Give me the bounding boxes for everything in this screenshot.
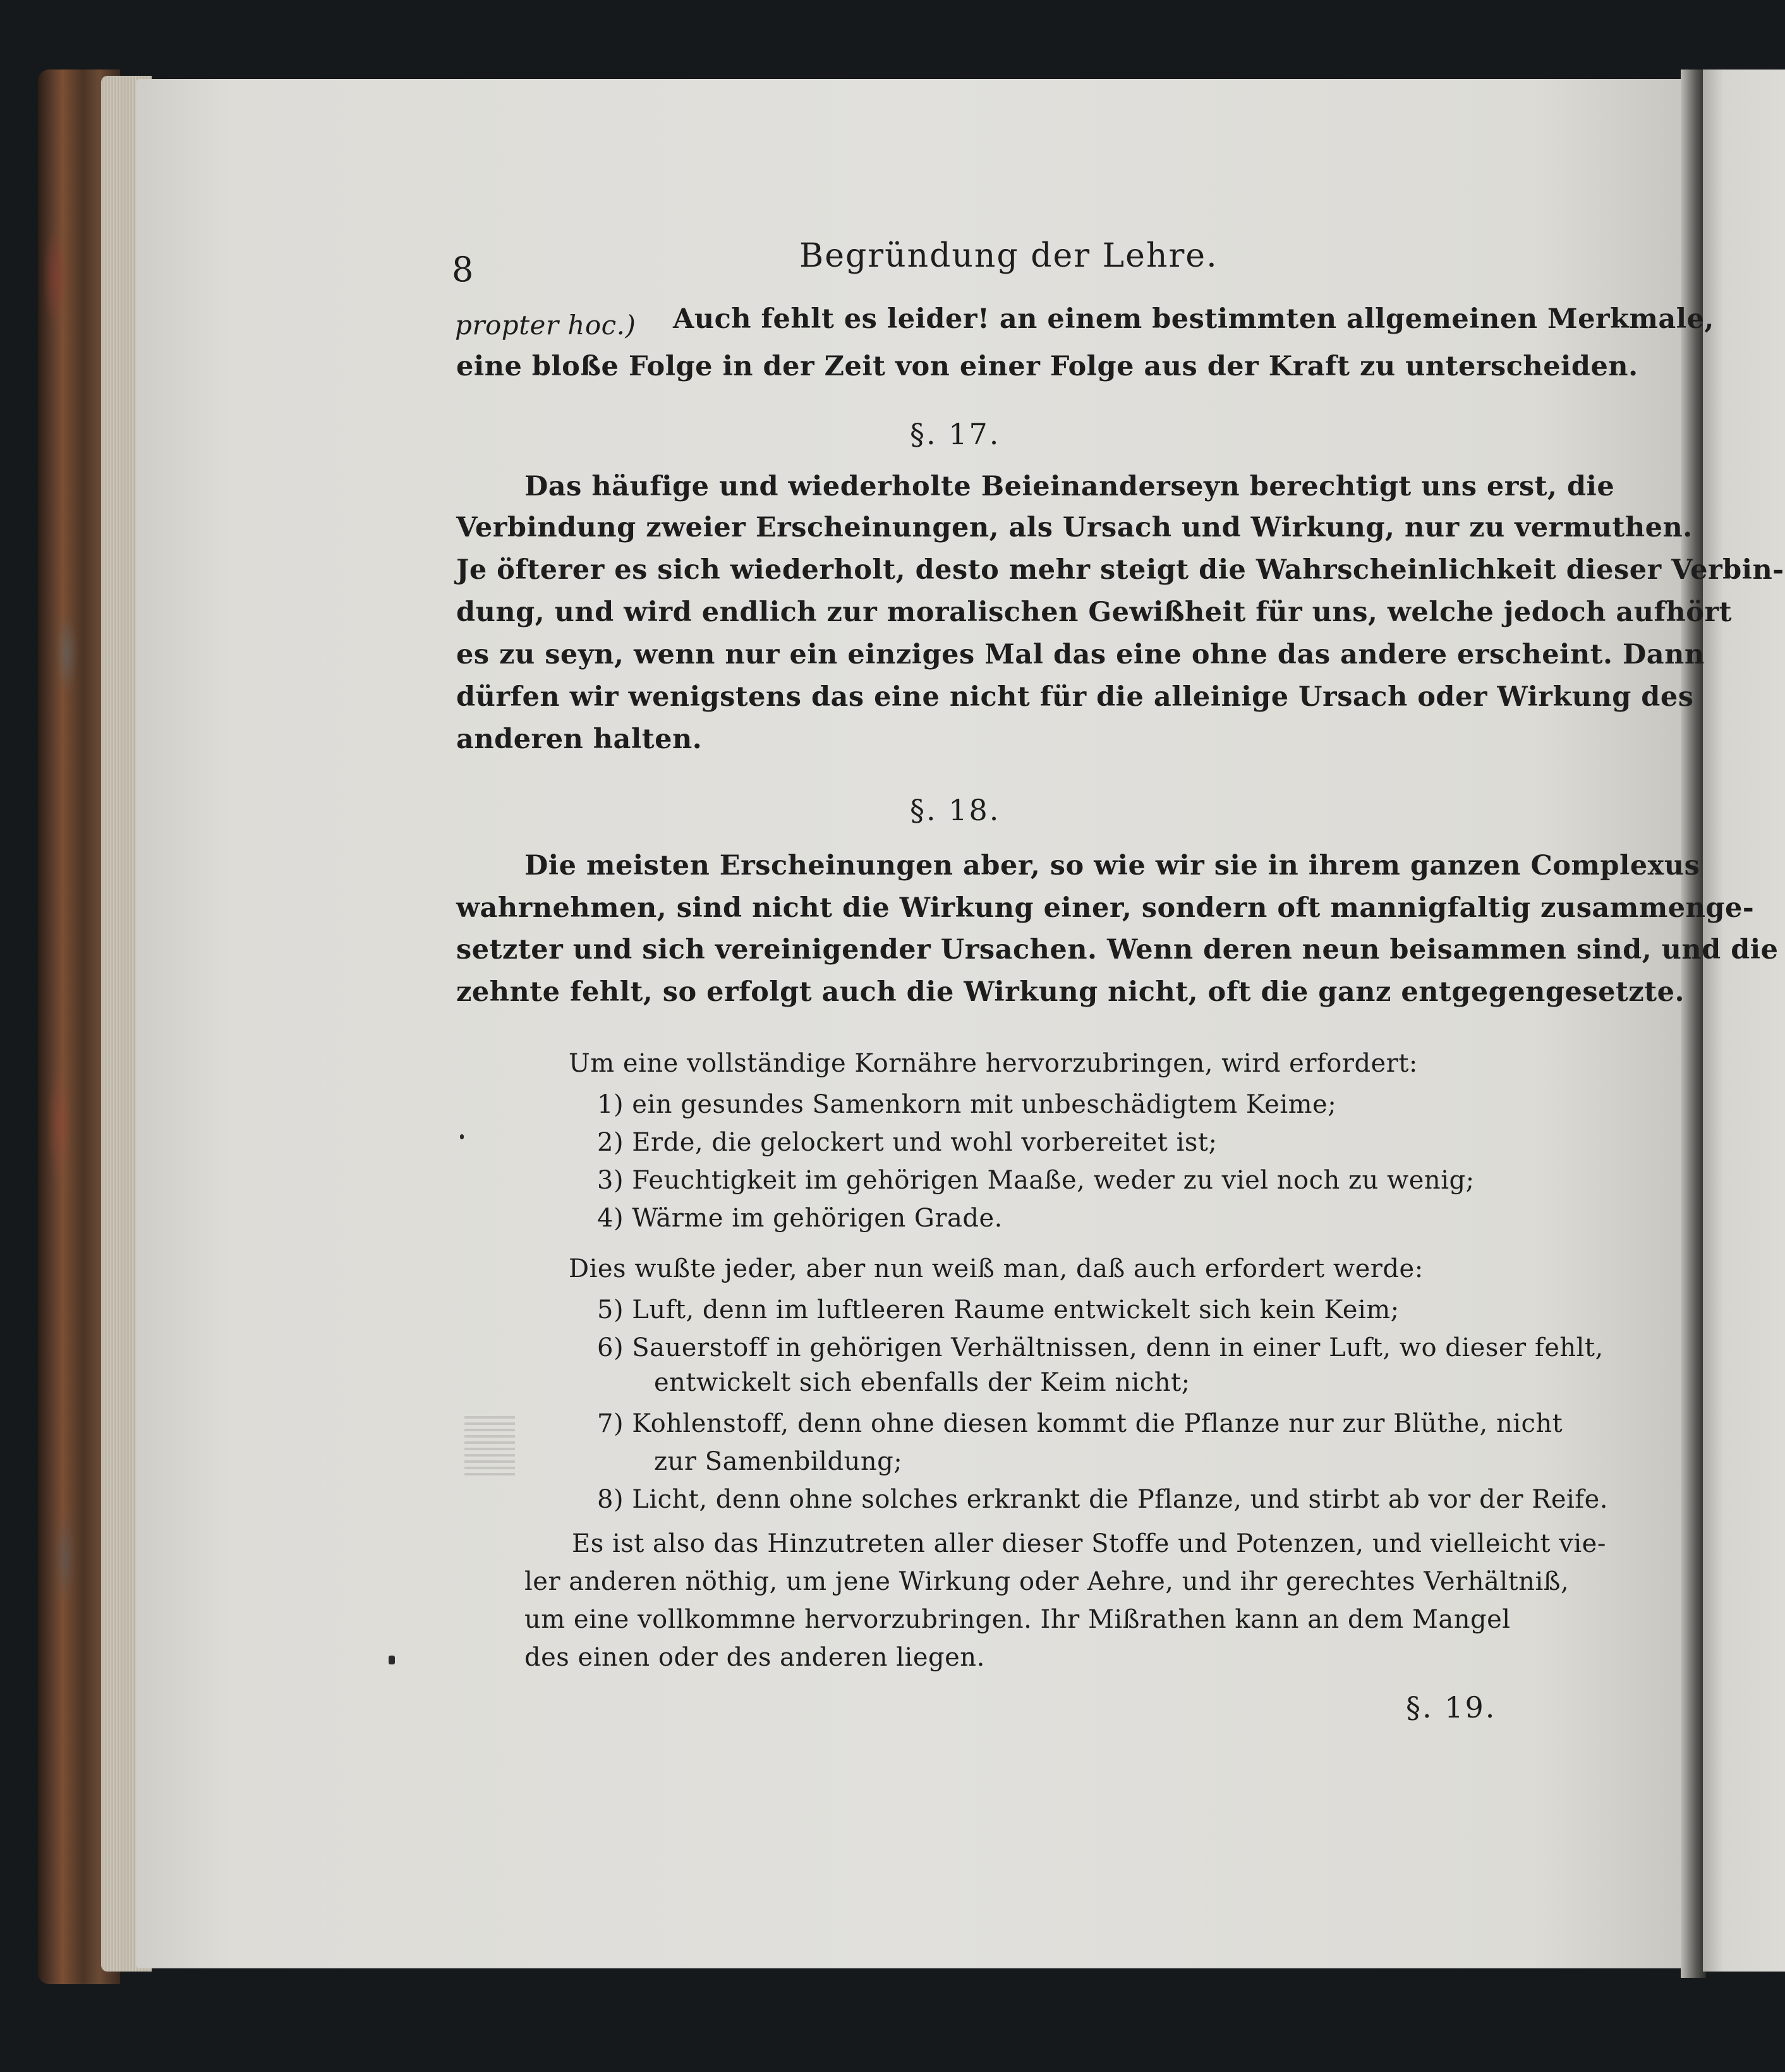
list-item: 1) ein gesundes Samenkorn mit unbeschädigtem Keime; [597, 1090, 1337, 1119]
list-item: 4) Wärme im gehörigen Grade. [597, 1204, 1003, 1233]
running-header: Begründung der Lehre. [799, 237, 1218, 275]
text-line: eine bloße Folge in der Zeit von einer Folge aus der Kraft zu unterscheiden. [456, 351, 1638, 382]
list-item: 2) Erde, die gelockert und wohl vorbereitet ist; [597, 1128, 1218, 1157]
text-line: Je öfterer es sich wiederholt, desto mehr steigt die Wahrscheinlichkeit dieser Verbin- [456, 554, 1784, 586]
text-line: wahrnehmen, sind nicht die Wirkung einer, sondern oft mannigfaltig zusammenge- [456, 892, 1755, 924]
example-conclusion: ler anderen nöthig, um jene Wirkung oder Aehre, und ihr gerechtes Verhältniß, [524, 1567, 1570, 1596]
page-number: 8 [452, 250, 474, 289]
example-conclusion: Es ist also das Hinzutreten aller dieser Stoffe und Potenzen, und vielleicht vie- [572, 1529, 1606, 1558]
list-item-continuation: entwickelt sich ebenfalls der Keim nicht; [654, 1368, 1190, 1397]
list-item: 6) Sauerstoff in gehörigen Verhältnissen, denn in einer Luft, wo dieser fehlt, [597, 1333, 1604, 1362]
text-line: dürfen wir wenigstens das eine nicht für die alleinige Ursach oder Wirkung des [456, 681, 1694, 713]
example-conclusion: des einen oder des anderen liegen. [524, 1643, 985, 1672]
text-line: Die meisten Erscheinungen aber, so wie wir sie in ihrem ganzen Complexus [524, 850, 1700, 882]
text-line: Verbindung zweier Erscheinungen, als Ursach und Wirkung, nur zu vermuthen. [456, 512, 1693, 543]
text-line: setzter und sich vereinigender Ursachen. Wenn deren neun beisammen sind, und die [456, 934, 1779, 966]
text-line: Das häufige und wiederholte Beieinanderseyn berechtigt uns erst, die [524, 471, 1615, 502]
book-gutter [1681, 70, 1706, 1978]
marbled-cover-pattern [44, 88, 82, 1972]
list-item-continuation: zur Samenbildung; [654, 1447, 903, 1476]
example-middle: Dies wußte jeder, aber nun weiß man, daß auch erfordert werde: [569, 1254, 1424, 1283]
ink-speck [389, 1656, 395, 1664]
text-line: Auch fehlt es leider! an einem bestimmten allgemeinen Merkmale, [673, 303, 1714, 335]
facing-page-edge [1703, 70, 1785, 1972]
text-line: anderen halten. [456, 724, 703, 755]
list-item: 7) Kohlenstoff, denn ohne diesen kommt die Pflanze nur zur Blüthe, nicht [597, 1409, 1563, 1438]
latin-fragment: propter hoc.) [455, 310, 636, 341]
text-line: zehnte fehlt, so erfolgt auch die Wirkung nicht, oft die ganz entgegengesetzte. [456, 976, 1685, 1008]
section-heading-17: §. 17. [910, 417, 1001, 451]
list-item: 8) Licht, denn ohne solches erkrankt die Pflanze, und stirbt ab vor der Reife. [597, 1485, 1608, 1514]
library-stamp-mark [464, 1412, 515, 1475]
list-item: 5) Luft, denn im luftleeren Raume entwickelt sich kein Keim; [597, 1295, 1400, 1324]
example-conclusion: um eine vollkommne hervorzubringen. Ihr Mißrathen kann an dem Mangel [524, 1605, 1511, 1634]
ink-speck [460, 1134, 464, 1139]
text-line: es zu seyn, wenn nur ein einziges Mal das eine ohne das andere erscheint. Dann [456, 639, 1705, 670]
catchword: §. 19. [1406, 1690, 1497, 1724]
section-heading-18: §. 18. [910, 793, 1001, 827]
text-line: dung, und wird endlich zur moralischen Gewißheit für uns, welche jedoch aufhört [456, 597, 1732, 628]
list-item: 3) Feuchtigkeit im gehörigen Maaße, weder zu viel noch zu wenig; [597, 1166, 1475, 1195]
example-intro: Um eine vollständige Kornähre hervorzubringen, wird erfordert: [569, 1049, 1418, 1078]
